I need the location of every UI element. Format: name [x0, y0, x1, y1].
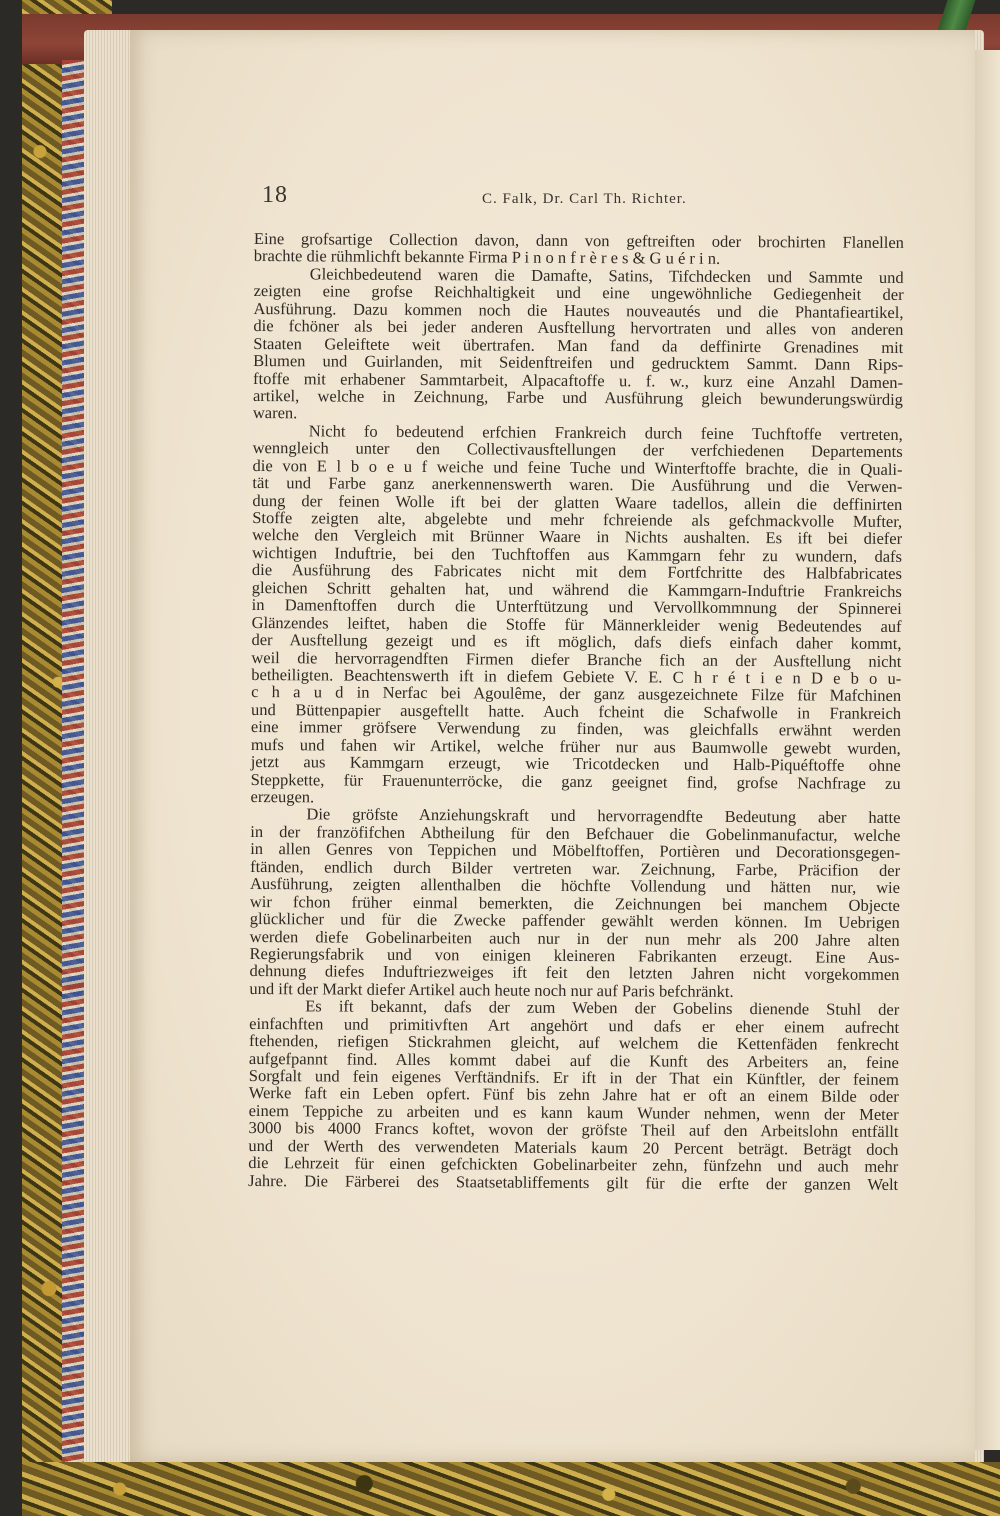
- text-line: Blumen und Guirlanden, mit Seidenftreifen und gedrucktem Sammt. Dann Rips-: [253, 351, 904, 375]
- text-line: mufs und fahen wir Artikel, welche früher nur aus Baumwolle gewebt wurden,: [250, 734, 901, 758]
- text-line: werden diefe Gobelinarbeiten auch nur in der nun mehr als 200 Jahre alten: [249, 926, 900, 950]
- text-line: die Lehrzeit für einen gefchickten Gobelinarbeiter zehn, fünfzehn und auch mehr: [248, 1153, 899, 1177]
- text-line: brachte die rühmlichft bekannte Firma P i n o n f r è r e s & G u é r i n.: [253, 246, 721, 269]
- text-line: und der Werth des verwendeten Materials kaum 20 Percent beträgt. Beträgt doch: [248, 1135, 899, 1159]
- text-line: der Ausftellung gezeigt und es ift möglich, dafs diefs einfach daher kommt,: [251, 630, 902, 654]
- text-line: Die gröfste Anziehungskraft und hervorragendfte Bedeutung aber hatte: [306, 804, 901, 828]
- body-text: [248, 230, 904, 1279]
- text-line: Steppkette, für Frauenunterröcke, die ganz geeignet find, grofse Nachfrage zu: [250, 769, 901, 793]
- text-line: erzeugen.: [250, 786, 315, 807]
- text-line: die fchöner als bei jeder anderen Ausftellung hervortraten und alles von anderen: [253, 316, 904, 340]
- text-line: in der franzöfifchen Abtheilung für den Befchauer die Gobelinmanufactur, welche: [250, 821, 901, 845]
- marbled-page-edge: [62, 60, 86, 1516]
- text-line: und ift der Markt diefer Artikel auch heute noch nur auf Paris befchränkt.: [249, 978, 734, 1001]
- text-line: 3000 bis 4000 Francs koftet, wovon der gröfste Theil auf den Arbeitslohn entfällt: [248, 1118, 899, 1142]
- text-line: Stoffe zeigten alte, abgelebte und mehr fchreiende als gefchmackvolle Mufter,: [252, 507, 903, 531]
- text-line: Sorgfalt und fein eigenes Verftändnifs. Er ift in der That ein Künftler, der feinem: [248, 1065, 899, 1089]
- text-line: glücklicher und für die Zwecke paffender gewählt werden können. Im Uebrigen: [249, 909, 900, 933]
- text-line: Nicht fo bedeutend erfchien Frankreich durch feine Tuchftoffe vertreten,: [308, 421, 903, 444]
- text-line: Glänzendes leiftet, haben die Stoffe für Männerkleider wenig Bedeutendes auf: [251, 612, 902, 636]
- text-line: tät und Farbe ganz anerkennenswerth waren. Die Ausführung und die Verwen-: [252, 473, 903, 497]
- text-line: betheiligten. Beachtenswerth ift in diefem Gebiete V. E. C h r é t i e n D e b o u-: [251, 664, 902, 688]
- text-line: Es ift bekannt, dafs der zum Weben der Gobelins dienende Stuhl der: [305, 996, 900, 1020]
- text-line: und Büttenpapier ausgeftellt hatte. Auch fcheint die Schafwolle in Frankreich: [251, 699, 902, 723]
- text-line: dehnung diefes Induftriezweiges ift feit den letzten Jahren nicht vorgekommen: [249, 961, 900, 985]
- text-line: wenngleich unter den Collectivausftellungen der verfchiedenen Departements: [252, 438, 903, 462]
- text-line: c h a u d in Nerfac bei Agoulême, der ganz ausgezeichnete Filze für Mafchinen: [251, 682, 902, 706]
- text-line: Ausführung, zeigten allenthalben die höchfte Vollendung und hätten nur, wie: [249, 874, 901, 898]
- text-line: gleichen Schritt gehalten hat, und während die Kammgarn-Induftrie Frankreichs: [251, 577, 902, 601]
- text-line: Jahre. Die Färberei des Staatsetabliffements gilt für die erfte der ganzen Welt: [248, 1170, 899, 1194]
- text-line: artikel, welche in Zeichnung, Farbe und Ausführung gleich bewunderungswürdig: [252, 385, 904, 409]
- text-line: Regierungsfabrik und von einigen kleineren Fabrikanten erzeugt. Eine Aus-: [249, 943, 900, 967]
- text-line: aufgefpannt find. Alles kommt dabei auf die Kunft des Arbeiters an, feine: [248, 1048, 899, 1072]
- text-line: einem Teppiche zu arbeiten und es kann kaum Wunder nehmen, wenn der Meter: [248, 1100, 899, 1124]
- text-line: Staaten Geleiftete weit übertrafen. Man fand da deffinirte Grenadines mit: [253, 333, 904, 357]
- text-line: ftänden, endlich durch Bilder vertreten war. Zeichnung, Farbe, Präcifion der: [250, 856, 901, 880]
- text-line: wir fchon früher einmal bemerkten, die Zeichnungen bei manchem Objecte: [249, 891, 900, 915]
- text-line: die Ausführung des Fabricates nicht mit dem Fortfchritte des Halbfabricates: [251, 560, 902, 584]
- cover-bottom-edge: [22, 1462, 1000, 1516]
- running-head: C. Falk, Dr. Carl Th. Richter.: [482, 191, 687, 207]
- text-line: jetzt aus Kammgarn erzeugt, wie Tricotdecken und Halb-Piquéftoffe ohne: [250, 752, 901, 776]
- page-number: 18: [262, 182, 288, 208]
- text-line: in Damenftoffen durch die Unterftützung und Vervollkommnung der Spinnerei: [251, 595, 902, 619]
- text-line: in allen Genres von Teppichen und Möbelftoffen, Portièren und Decorationsgegen-: [250, 839, 901, 863]
- text-line: ftehenden, riefigen Stickrahmen gleicht, auf welchem die Kettenfäden fenkrecht: [248, 1031, 900, 1055]
- text-line: Ausführung. Dazu kommen noch die Hautes nouveautés und die Phantafieartikel,: [253, 298, 904, 322]
- text-line: die von E l b o e u f weiche und feine Tuche und Winterftoffe brachte, die in Quali-: [252, 455, 903, 479]
- text-line: weil die hervorragendften Firmen diefer Branche fich an der Ausftellung nicht: [251, 647, 902, 671]
- text-line: eine immer gröfsere Verwendung zu finden, was gleichfalls erwähnt werden: [250, 717, 902, 741]
- page-header: [262, 182, 902, 218]
- text-line: Eine grofsartige Collection davon, dann von geftreiften oder brochirten Flanellen: [253, 229, 904, 252]
- text-line: Gleichbedeutend waren die Damafte, Satins, Tifchdecken und Sammte und: [309, 264, 904, 287]
- text-line: zeigten eine grofse Reichhaltigkeit und eine ungewöhnliche Gediegenheit der: [253, 281, 904, 305]
- text-line: Werke faft ein Leben opfert. Fünf bis zehn Jahre hat er oft an einem Bilde oder: [248, 1083, 899, 1107]
- text-line: welche den Vergleich mit Brünner Waare in Nichts aushalten. Es ift bei diefer: [252, 525, 903, 549]
- text-line: ftoffe mit erhabener Sammtarbeit, Alpacaftoffe u. f. w., kurz eine Anzahl Damen-: [253, 368, 904, 392]
- text-line: wichtigen Induftrie, bei den Tuchftoffen aus Kammgarn fehr zu wundern, dafs: [251, 542, 903, 566]
- text-line: dung der feinen Wolle ift bei der glatten Waare tadellos, allein die deffinirten: [252, 490, 903, 514]
- text-line: einfachften und primitivften Art angehört und dafs er eher einem aufrecht: [249, 1013, 900, 1037]
- text-line: waren.: [252, 403, 298, 423]
